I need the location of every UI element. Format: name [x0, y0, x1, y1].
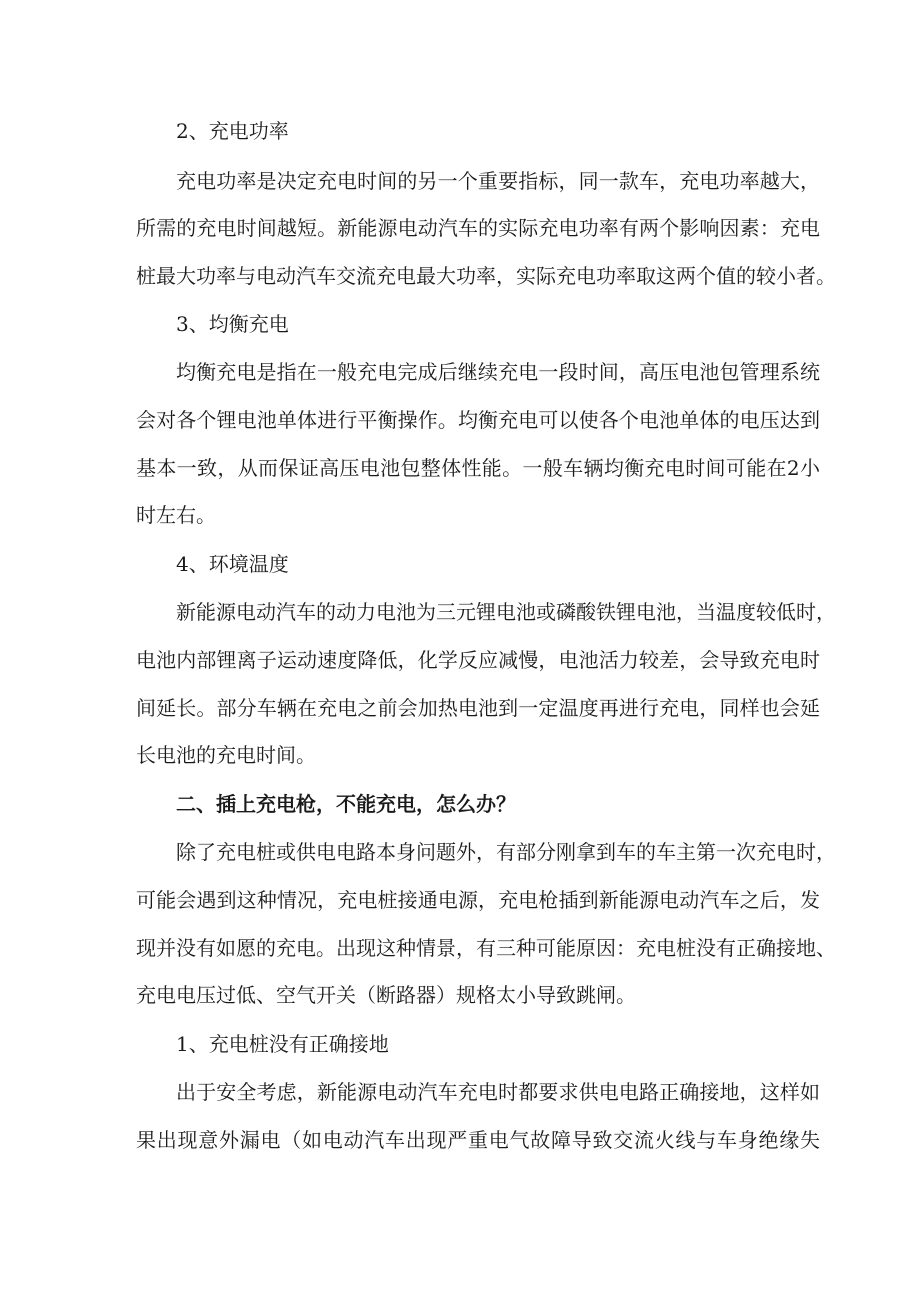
paragraph-line: 可能会遇到这种情况，充电桩接通电源，充电枪插到新能源电动汽车之后，发 [136, 888, 820, 912]
paragraph-line: 会对各个锂电池单体进行平衡操作。均衡充电可以使各个电池单体的电压达到 [136, 408, 820, 432]
section-heading-ambient-temperature: 4、环境温度 [176, 552, 289, 576]
chapter-heading-cannot-charge: 二、插上充电枪，不能充电，怎么办？ [176, 792, 516, 816]
paragraph-line: 基本一致，从而保证高压电池包整体性能。一般车辆均衡充电时间可能在2小 [136, 456, 820, 480]
paragraph-line: 电池内部锂离子运动速度降低，化学反应减慢，电池活力较差，会导致充电时 [136, 648, 820, 672]
paragraph-line: 充电功率是决定充电时间的另一个重要指标，同一款车，充电功率越大， [176, 169, 820, 193]
paragraph-line: 除了充电桩或供电电路本身问题外，有部分刚拿到车的车主第一次充电时， [176, 840, 836, 864]
paragraph-line: 充电电压过低、空气开关（断路器）规格太小导致跳闸。 [136, 983, 636, 1007]
paragraph-line: 所需的充电时间越短。新能源电动汽车的实际充电功率有两个影响因素：充电 [136, 216, 820, 240]
paragraph-line: 桩最大功率与电动汽车交流充电最大功率，实际充电功率取这两个值的较小者。 [136, 264, 836, 288]
section-heading-balanced-charging: 3、均衡充电 [176, 312, 289, 336]
section-heading-charging-power: 2、充电功率 [176, 119, 289, 143]
paragraph-line: 均衡充电是指在一般充电完成后继续充电一段时间，高压电池包管理系统 [176, 360, 820, 384]
paragraph-line: 果出现意外漏电（如电动汽车出现严重电气故障导致交流火线与车身绝缘失 [136, 1128, 820, 1152]
paragraph-line: 新能源电动汽车的动力电池为三元锂电池或磷酸铁锂电池，当温度较低时， [176, 600, 836, 624]
section-heading-grounding: 1、充电桩没有正确接地 [176, 1032, 389, 1056]
paragraph-line: 间延长。部分车辆在充电之前会加热电池到一定温度再进行充电，同样也会延 [136, 696, 820, 720]
paragraph-line: 时左右。 [136, 503, 216, 527]
paragraph-line: 出于安全考虑，新能源电动汽车充电时都要求供电电路正确接地，这样如 [176, 1080, 820, 1104]
paragraph-line: 现并没有如愿的充电。出现这种情景，有三种可能原因：充电桩没有正确接地、 [136, 936, 836, 960]
paragraph-line: 长电池的充电时间。 [136, 743, 316, 767]
